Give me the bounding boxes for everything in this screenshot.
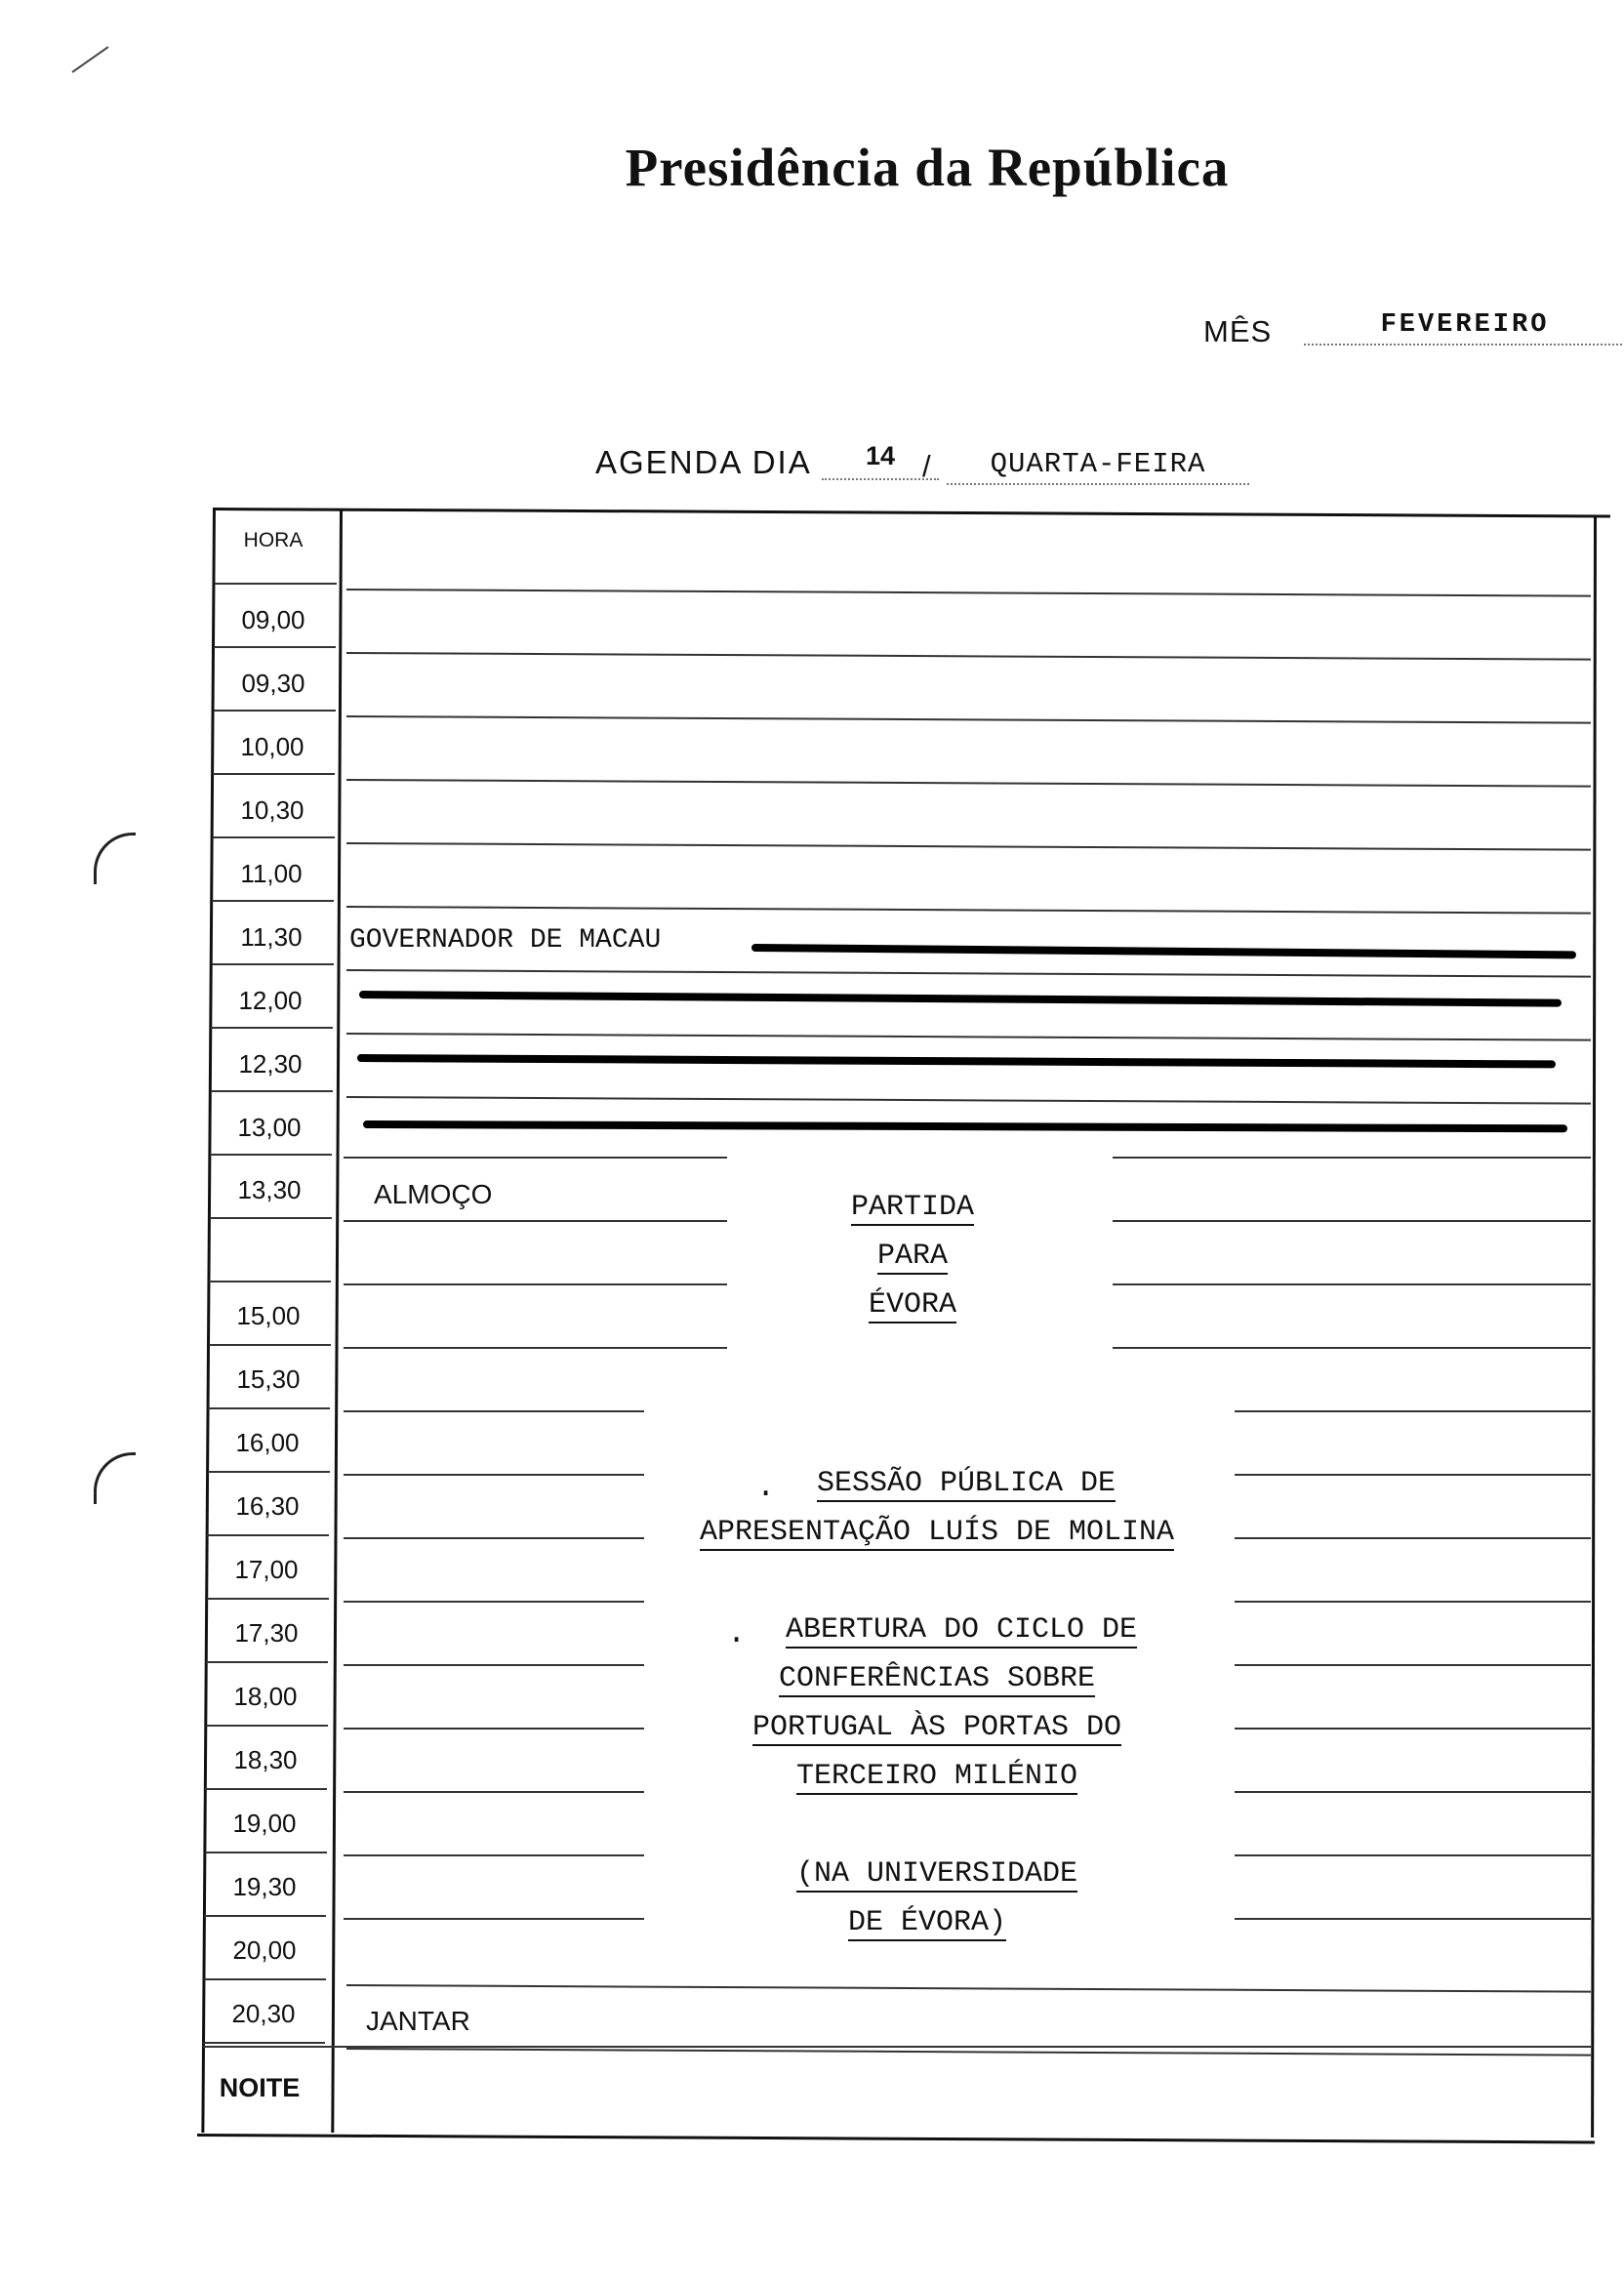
punch-hole-mark [94, 1452, 136, 1504]
entry-row-line [344, 1728, 644, 1730]
hour-label: 12,00 [238, 986, 303, 1015]
entry-row-line [1235, 1854, 1591, 1856]
location-line: DE ÉVORA) [847, 1906, 1007, 1939]
entry-row-line [346, 906, 1591, 915]
entry-row-line [346, 1096, 1591, 1105]
hour-row-line [208, 1407, 330, 1409]
month-value: FEVEREIRO [1304, 310, 1624, 346]
hour-label: 20,30 [231, 1999, 296, 2028]
hour-row-line [204, 1915, 326, 1917]
entry-row-line [344, 1157, 727, 1159]
entry-row-line [344, 1537, 644, 1539]
location-line: (NA UNIVERSIDADE [795, 1857, 1078, 1891]
strike-line [363, 1120, 1567, 1132]
hour-label: 19,30 [232, 1872, 297, 1901]
departure-line: PARA [876, 1240, 948, 1273]
entry-row-line [1113, 1347, 1591, 1349]
opening-line: TERCEIRO MILÉNIO [795, 1760, 1078, 1793]
entry-row-line [344, 1601, 644, 1603]
departure-line: ÉVORA [868, 1288, 956, 1322]
hour-row-line [203, 2042, 325, 2044]
hour-label: 20,00 [232, 1935, 297, 1965]
hour-label: 10,30 [240, 795, 304, 825]
hour-row-line [214, 710, 336, 712]
table-right-border [1591, 517, 1597, 2138]
agenda-day-label: AGENDA DIA [595, 444, 812, 480]
session-line: APRESENTAÇÃO LUÍS DE MOLINA [699, 1516, 1175, 1549]
entry-row-line [346, 1033, 1591, 1041]
hour-label: 16,30 [235, 1491, 300, 1521]
entry-row-line [346, 715, 1591, 724]
strike-line [359, 991, 1562, 1007]
entry-row-line [1235, 1664, 1591, 1666]
entry-row-line [1235, 1537, 1591, 1539]
hour-label: 18,00 [233, 1682, 298, 1711]
hour-label: 11,30 [240, 922, 303, 952]
entry-row-line [1235, 1791, 1591, 1793]
opening-line: CONFERÊNCIAS SOBRE [778, 1662, 1096, 1695]
entry-row-line [1113, 1220, 1591, 1222]
entry-row-line [1113, 1157, 1591, 1159]
strike-line [357, 1054, 1556, 1068]
entry-row-line [1235, 1918, 1591, 1920]
hour-label: 13,30 [237, 1175, 302, 1204]
hour-row-line [212, 900, 334, 902]
hour-label: 09,00 [241, 605, 305, 634]
entry-row-line [344, 1410, 644, 1412]
entry-row-line [346, 2048, 1591, 2056]
hour-label: 10,00 [240, 732, 304, 761]
hour-row-line [208, 1471, 330, 1473]
hour-label: 19,00 [232, 1809, 297, 1838]
hour-label: 18,30 [233, 1745, 298, 1774]
page-title: Presidência da República [625, 138, 1230, 197]
entry-row-line [1235, 1474, 1591, 1476]
night-label: NOITE [219, 2073, 301, 2102]
entry-row-line [344, 1347, 727, 1349]
hour-label: 13,00 [237, 1113, 302, 1142]
hour-row-line [209, 1281, 331, 1282]
lunch-entry: ALMOÇO [374, 1179, 493, 1209]
opening-line: PORTUGAL ÀS PORTAS DO [751, 1711, 1122, 1744]
entry-row-line [1235, 1601, 1591, 1603]
hour-label: 17,30 [234, 1618, 299, 1648]
entry-row-line [346, 589, 1591, 597]
hour-row-line [205, 1852, 327, 1853]
scan-mark [71, 46, 108, 72]
day-separator: / [922, 449, 931, 483]
hour-label: 09,30 [241, 669, 305, 698]
weekday: QUARTA-FEIRA [947, 448, 1249, 485]
opening-line: ABERTURA DO CICLO DE [785, 1613, 1138, 1647]
hour-row-line [213, 773, 335, 775]
day-number: 14 [822, 441, 939, 480]
entry-row-line [344, 1791, 644, 1793]
session-line: SESSÃO PÚBLICA DE [816, 1467, 1116, 1500]
entry-row-line [346, 1984, 1591, 1993]
hour-row-line [211, 1027, 333, 1029]
departure-line: PARTIDA [850, 1191, 975, 1224]
entry-row-line [344, 1474, 644, 1476]
entry-row-line [344, 1220, 727, 1222]
governor-entry: GOVERNADOR DE MACAU [349, 925, 662, 956]
hour-label: 11,00 [240, 859, 303, 888]
hour-row-line [207, 1534, 329, 1536]
entry-row-line [344, 1854, 644, 1856]
entry-row-line [346, 779, 1591, 788]
entry-row-line [346, 842, 1591, 851]
hour-header: HORA [243, 529, 304, 551]
hour-label: 15,00 [236, 1301, 301, 1330]
entry-row-line [344, 1664, 644, 1666]
hour-row-line [209, 1344, 331, 1346]
entry-row-line [1113, 1283, 1591, 1285]
hour-label: 12,30 [238, 1049, 303, 1079]
hour-label: 16,00 [235, 1428, 300, 1457]
table-bottom-border [197, 2134, 1595, 2143]
punch-hole-mark [94, 833, 136, 884]
hour-row-line [206, 1725, 328, 1727]
entry-row-line [346, 969, 1591, 978]
hour-row-line [205, 1788, 327, 1790]
hour-row-line [207, 1598, 329, 1600]
hour-row-line [214, 646, 336, 648]
entry-row-line [1235, 1728, 1591, 1730]
hour-row-line [211, 1090, 333, 1092]
hour-row-line [206, 1661, 328, 1663]
hour-label: 17,00 [234, 1555, 299, 1584]
entry-row-line [1235, 1410, 1591, 1412]
entry-row-line [203, 2046, 1591, 2048]
dinner-entry: JANTAR [366, 2006, 470, 2036]
entry-row-line [344, 1918, 644, 1920]
entry-row-line [344, 1283, 727, 1285]
strike-line [751, 944, 1576, 958]
hour-row-line [210, 1154, 332, 1156]
hour-row-line [210, 1217, 332, 1219]
hour-label: 15,30 [236, 1364, 301, 1394]
hour-row-line [204, 1978, 326, 1980]
session-bullet: . [756, 1469, 776, 1505]
hour-row-line [215, 583, 337, 585]
month-label: MÊS [1203, 314, 1273, 348]
opening-bullet: . [727, 1615, 747, 1651]
hour-row-line [212, 963, 334, 965]
table-top-border [213, 508, 1610, 517]
entry-row-line [346, 652, 1591, 661]
hour-row-line [213, 836, 335, 838]
